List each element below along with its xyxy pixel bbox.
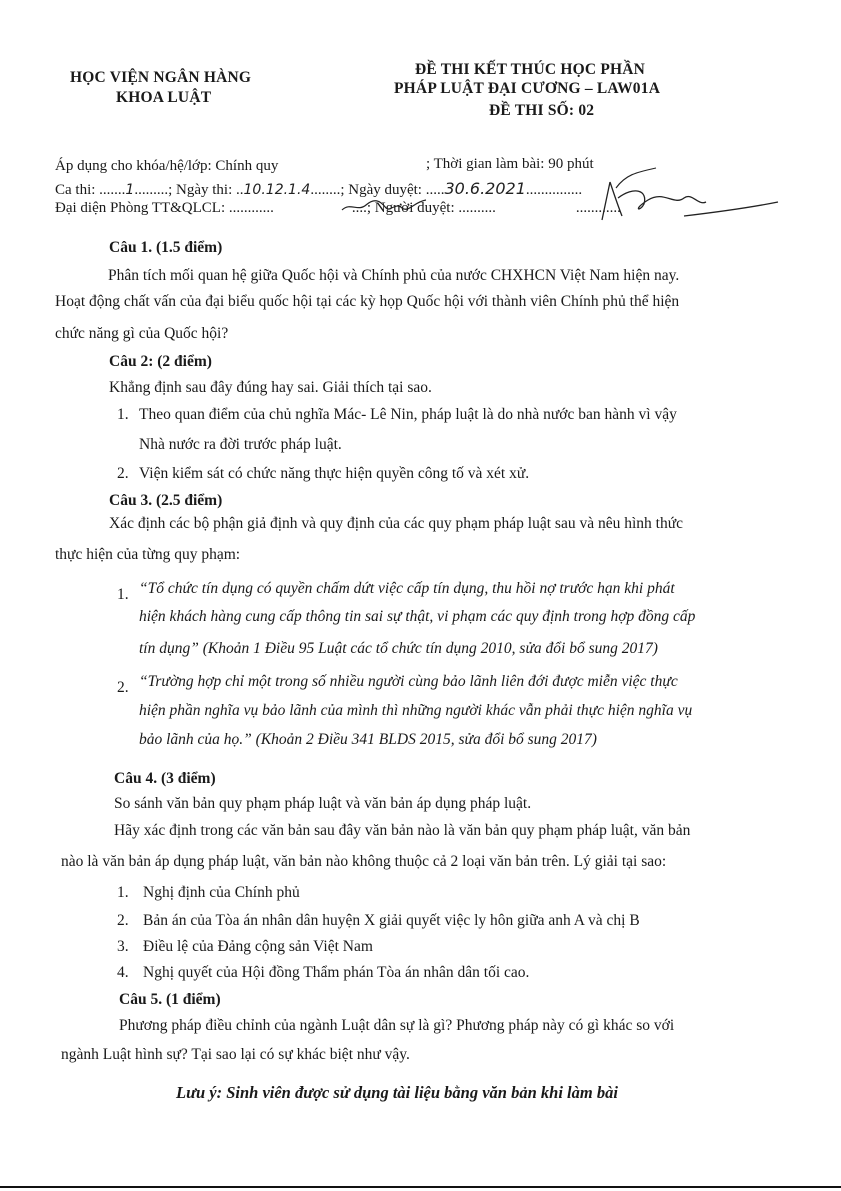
list-number: 4. bbox=[117, 964, 129, 981]
approve-date-value: 30.6.2021 bbox=[444, 179, 526, 198]
apply-for: Áp dụng cho khóa/hệ/lớp: Chính quy bbox=[55, 158, 279, 174]
question-1-line: Phân tích mối quan hệ giữa Quốc hội và Chính phủ của nước CHXHCN Việt Nam hiện nay. bbox=[108, 267, 680, 284]
shift-suffix: .........; Ngày thi: .. bbox=[134, 182, 244, 198]
approve-suffix: ............... bbox=[525, 182, 583, 198]
exam-number: ĐỀ THI SỐ: 02 bbox=[489, 102, 595, 119]
list-number: 1. bbox=[117, 406, 129, 423]
list-number: 2. bbox=[117, 465, 129, 482]
approve-date-signature-mark bbox=[612, 166, 662, 192]
quote-line: “Trường hợp chỉ một trong số nhiều người cùng bảo lãnh liên đới được miễn việc thực bbox=[139, 673, 678, 690]
quote-line: hiện khách hàng cung cấp thông tin sai sự thật, vi phạm các quy định trong hợp đồng cấp bbox=[139, 608, 696, 625]
question-5-title: Câu 5. (1 điểm) bbox=[119, 991, 221, 1008]
list-item-line: Theo quan điểm của chủ nghĩa Mác- Lê Nin, pháp luật là do nhà nước ban hành vì vậy bbox=[139, 406, 677, 423]
rep-label: Đại diện Phòng TT&QLCL: ............ bbox=[55, 200, 274, 216]
question-4-title: Câu 4. (3 điểm) bbox=[114, 770, 216, 787]
question-4-intro: nào là văn bản áp dụng pháp luật, văn bản nào không thuộc cả 2 loại văn bản trên. Lý giải tại sao: bbox=[61, 853, 667, 870]
date-suffix: ........; Ngày duyệt: ..... bbox=[310, 182, 445, 198]
rep-signature bbox=[340, 196, 430, 216]
quote-line: tín dụng” (Khoản 1 Điều 95 Luật các tổ chức tín dụng 2010, sửa đổi bổ sung 2017) bbox=[139, 640, 658, 657]
list-number: 3. bbox=[117, 938, 129, 955]
page-bottom-border bbox=[0, 1186, 841, 1188]
quote-line: hiện phần nghĩa vụ bảo lãnh của mình thì những người khác vẫn phải thực hiện nghĩa vụ bbox=[139, 702, 693, 719]
exam-title: ĐỀ THI KẾT THÚC HỌC PHẦN bbox=[415, 61, 646, 78]
shift-prefix: Ca thi: ....... bbox=[55, 182, 126, 198]
list-item-line: Viện kiểm sát có chức năng thực hiện quyền công tố và xét xử. bbox=[139, 465, 530, 482]
question-3-title: Câu 3. (2.5 điểm) bbox=[109, 492, 223, 509]
list-number: 1. bbox=[117, 884, 129, 901]
question-2-intro: Khẳng định sau đây đúng hay sai. Giải thích tại sao. bbox=[109, 379, 432, 396]
list-item: Bản án của Tòa án nhân dân huyện X giải quyết việc ly hôn giữa anh A và chị B bbox=[143, 912, 640, 929]
list-item: Điều lệ của Đảng cộng sản Việt Nam bbox=[143, 938, 373, 955]
shift-value: 1 bbox=[125, 182, 135, 198]
quote-line: “Tổ chức tín dụng có quyền chấm dứt việc cấp tín dụng, thu hồi nợ trước hạn khi phát bbox=[139, 580, 675, 597]
exam-date-value: 10.12.1.4 bbox=[243, 182, 311, 198]
list-item-line: Nhà nước ra đời trước pháp luật. bbox=[139, 436, 342, 453]
exam-shift-line bbox=[55, 179, 582, 199]
faculty-name: KHOA LUẬT bbox=[116, 89, 212, 106]
institution-name: HỌC VIỆN NGÂN HÀNG bbox=[70, 69, 252, 86]
question-1-line: chức năng gì của Quốc hội? bbox=[55, 325, 229, 342]
representative-line bbox=[55, 200, 621, 217]
list-number: 2. bbox=[117, 912, 129, 929]
question-3-intro: Xác định các bộ phận giả định và quy định của các quy phạm pháp luật sau và nêu hình thức bbox=[109, 515, 683, 532]
exam-duration: ; Thời gian làm bài: 90 phút bbox=[426, 156, 594, 172]
list-item: Nghị quyết của Hội đồng Thẩm phán Tòa án nhân dân tối cao. bbox=[143, 964, 530, 981]
list-item: Nghị định của Chính phủ bbox=[143, 884, 300, 901]
course-title: PHÁP LUẬT ĐẠI CƯƠNG – LAW01A bbox=[394, 80, 661, 97]
exam-note: Lưu ý: Sinh viên được sử dụng tài liệu bằng văn bản khi làm bài bbox=[176, 1083, 618, 1102]
question-1-line: Hoạt động chất vấn của đại biểu quốc hội tại các kỳ họp Quốc hội với thành viên Chính phủ thể hiện bbox=[55, 293, 680, 310]
question-1-title: Câu 1. (1.5 điểm) bbox=[109, 239, 223, 256]
approver-suffix: ............ bbox=[575, 200, 621, 216]
list-number: 2. bbox=[117, 679, 129, 696]
quote-line: bảo lãnh của họ.” (Khoản 2 Điều 341 BLDS 2015, sửa đổi bổ sung 2017) bbox=[139, 731, 597, 748]
list-number: 1. bbox=[117, 586, 129, 603]
question-5-line: ngành Luật hình sự? Tại sao lại có sự khác biệt như vậy. bbox=[61, 1046, 410, 1063]
question-2-title: Câu 2: (2 điểm) bbox=[109, 353, 212, 370]
question-3-intro: thực hiện của từng quy phạm: bbox=[55, 546, 241, 563]
question-4-intro: Hãy xác định trong các văn bản sau đây văn bản nào là văn bản quy phạm pháp luật, văn bản bbox=[114, 822, 691, 839]
question-5-line: Phương pháp điều chỉnh của ngành Luật dân sự là gì? Phương pháp này có gì khác so với bbox=[119, 1017, 675, 1034]
question-4-intro: So sánh văn bản quy phạm pháp luật và văn bản áp dụng pháp luật. bbox=[114, 795, 532, 812]
rep-suffix: ....; Người duyệt: .......... bbox=[351, 200, 496, 216]
